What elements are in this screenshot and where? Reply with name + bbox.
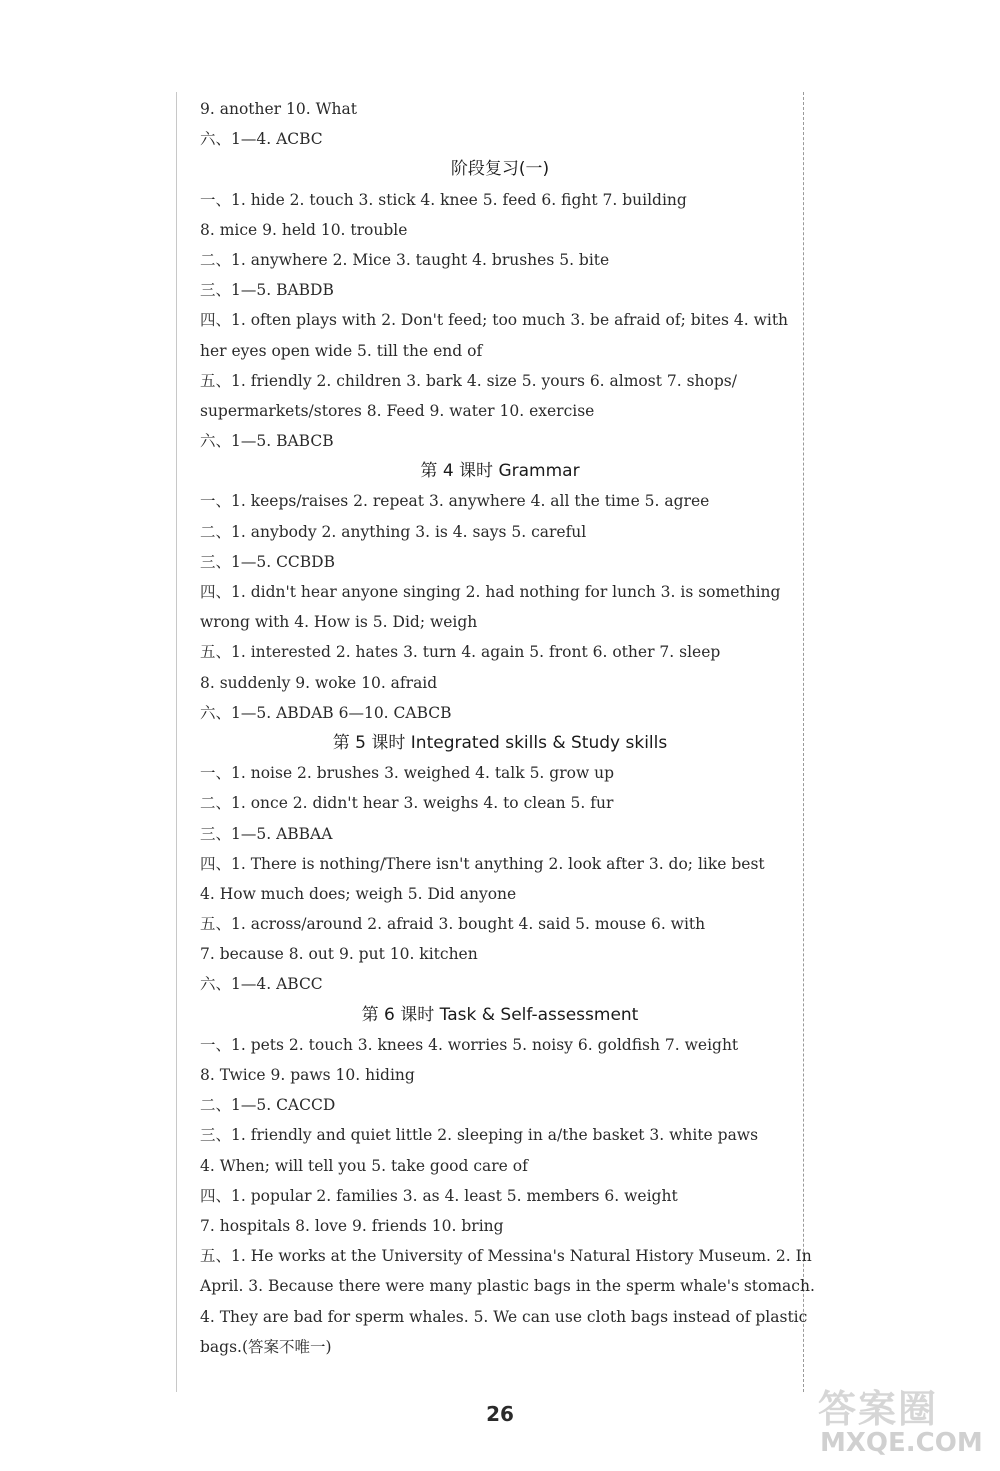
answer-line: 二、1—5. CACCD: [200, 1096, 336, 1115]
answer-line: 五、1. He works at the University of Messina's Natural History Museum. 2. In: [200, 1247, 812, 1266]
answer-line: 一、1. hide 2. touch 3. stick 4. knee 5. feed 6. fight 7. building: [200, 190, 687, 209]
answer-line: 三、1—5. CCBDB: [200, 552, 336, 571]
section-heading: 第 4 课时 Grammar: [420, 461, 580, 482]
answer-line: 8. suddenly 9. woke 10. afraid: [200, 673, 438, 692]
column-rule-right: [803, 92, 804, 1392]
watermark-url: MXQE.COM: [820, 1428, 983, 1458]
answer-line: bags.(答案不唯一): [200, 1337, 332, 1356]
watermark: [818, 1378, 988, 1466]
answer-line: 二、1. anybody 2. anything 3. is 4. says 5. careful: [200, 522, 587, 541]
answer-line: 三、1—5. BABDB: [200, 281, 334, 300]
answer-line: 四、1. often plays with 2. Don't feed; too much 3. be afraid of; bites 4. with: [200, 311, 789, 330]
answer-line: 六、1—5. BABCB: [200, 432, 334, 451]
answer-line: 二、1. anywhere 2. Mice 3. taught 4. brushes 5. bite: [200, 250, 610, 269]
section-heading: 第 5 课时 Integrated skills & Study skills: [332, 732, 668, 753]
answer-line: April. 3. Because there were many plastic bags in the sperm whale's stomach.: [200, 1277, 815, 1296]
answer-line: supermarkets/stores 8. Feed 9. water 10. exercise: [200, 401, 595, 420]
answer-line: 五、1. interested 2. hates 3. turn 4. again 5. front 6. other 7. sleep: [200, 643, 721, 662]
answer-line: 4. They are bad for sperm whales. 5. We can use cloth bags instead of plastic: [200, 1307, 808, 1326]
answer-line: 7. because 8. out 9. put 10. kitchen: [200, 945, 478, 964]
answer-line: 一、1. pets 2. touch 3. knees 4. worries 5. noisy 6. goldfish 7. weight: [200, 1035, 739, 1054]
answer-line: 四、1. There is nothing/There isn't anything 2. look after 3. do; like best: [200, 854, 765, 873]
answer-line: 二、1. once 2. didn't hear 3. weighs 4. to clean 5. fur: [200, 794, 614, 813]
answer-line: 8. Twice 9. paws 10. hiding: [200, 1066, 415, 1084]
section-heading: 阶段复习(一): [450, 159, 550, 180]
answer-line: 7. hospitals 8. love 9. friends 10. bring: [200, 1216, 504, 1235]
answer-line: 三、1. friendly and quiet little 2. sleeping in a/the basket 3. white paws: [200, 1126, 759, 1145]
answer-line: 六、1—5. ABDAB 6—10. CABCB: [200, 703, 452, 722]
answer-line: 一、1. noise 2. brushes 3. weighed 4. talk 5. grow up: [200, 764, 615, 783]
answer-line: 一、1. keeps/raises 2. repeat 3. anywhere 4. all the time 5. agree: [200, 492, 710, 511]
answer-line: her eyes open wide 5. till the end of: [200, 341, 483, 360]
answer-line: 9. another 10. What: [200, 100, 357, 118]
answer-line: 五、1. across/around 2. afraid 3. bought 4. said 5. mouse 6. with: [200, 915, 706, 934]
answer-line: 4. How much does; weigh 5. Did anyone: [200, 884, 517, 903]
answer-line: 六、1—4. ABCC: [200, 975, 323, 994]
answer-line: 五、1. friendly 2. children 3. bark 4. size 5. yours 6. almost 7. shops/: [200, 371, 737, 390]
answer-line: 四、1. didn't hear anyone singing 2. had nothing for lunch 3. is something: [200, 583, 781, 601]
answer-line: 三、1—5. ABBAA: [200, 824, 333, 843]
page-number: 26: [486, 1402, 514, 1426]
answer-line: 四、1. popular 2. families 3. as 4. least 5. members 6. weight: [200, 1186, 678, 1205]
section-heading: 第 6 课时 Task & Self-assessment: [361, 1004, 639, 1025]
watermark-logo: 答案圈: [818, 1387, 939, 1431]
answer-line: wrong with 4. How is 5. Did; weigh: [200, 613, 478, 632]
answer-line: 4. When; will tell you 5. take good care of: [200, 1156, 528, 1175]
column-rule-left: [176, 92, 177, 1392]
answer-line: 六、1—4. ACBC: [200, 130, 323, 149]
answer-line: 8. mice 9. held 10. trouble: [200, 220, 408, 239]
answer-content: [200, 94, 815, 1362]
